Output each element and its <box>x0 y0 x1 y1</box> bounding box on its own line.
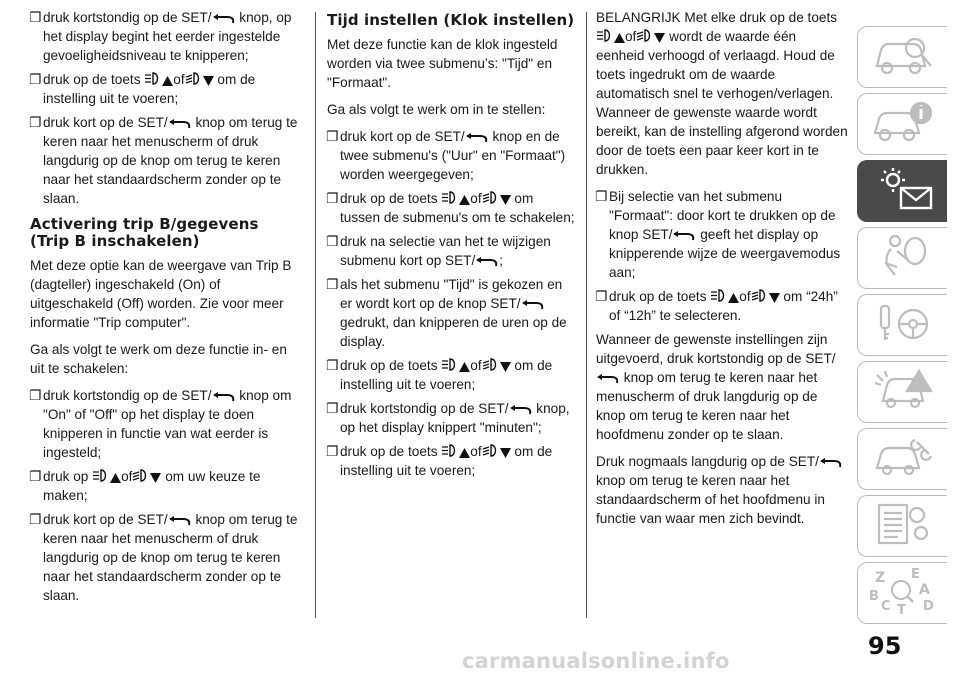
section-heading-trip-b: Activering trip B/gegevens (Trip B inschakelen) <box>30 215 259 250</box>
paragraph: Druk nogmaals langdurig op de SET/ knop om terug te keren naar het standaardscherm of het hoofdmenu in functie van waar men zich bevindt. <box>596 452 848 528</box>
light-up-icon <box>92 468 110 483</box>
up-triangle-icon <box>459 362 470 372</box>
light-down-icon <box>482 357 500 372</box>
down-triangle-icon <box>150 473 161 483</box>
up-triangle-icon <box>110 473 121 483</box>
paragraph: Met deze functie kan de klok ingesteld worden via twee submenu’s: "Tijd" en "Formaat". <box>327 37 558 90</box>
index-letter: Z <box>874 569 885 586</box>
light-up-icon <box>441 443 459 458</box>
set-reset-icon <box>475 257 499 267</box>
light-down-icon <box>636 28 654 43</box>
dashboard-light-message-icon <box>867 166 939 217</box>
list-item: ❐ druk op de toets of om tussen de submenu's om te schakelen; <box>326 191 575 225</box>
checkbox-bullet: ❐ <box>29 388 42 403</box>
list-item: ❐ druk op de toets of om “24h” of “12h” te selecteren. <box>595 289 838 323</box>
car-search-icon <box>871 32 935 83</box>
index-letter: C <box>880 598 891 614</box>
checkbox-bullet: ❐ <box>326 191 339 206</box>
down-triangle-icon <box>769 293 780 303</box>
checkbox-bullet: ❐ <box>29 512 42 527</box>
down-triangle-icon <box>500 362 511 372</box>
paragraph: Ga als volgt te werk om deze functie in- en uit te schakelen: <box>30 342 287 376</box>
light-down-icon <box>751 288 769 303</box>
list-item: ❐ druk na selectie van het te wijzigen submenu kort op SET/ ; <box>326 234 551 268</box>
set-reset-icon <box>672 231 696 241</box>
checkbox-bullet: ❐ <box>29 10 42 25</box>
list-item: ❐ druk op de toets of om de instelling uit te voeren; <box>326 444 553 478</box>
set-reset-icon <box>168 119 192 129</box>
paragraph: Wanneer de gewenste instellingen zijn uitgevoerd, druk kortstondig op de SET/ knop om terug te keren naar het menuscherm of druk langdurig op de knop om terug te keren naar het hoofdmenu zonder op te slaan. <box>596 332 836 442</box>
light-down-icon <box>185 71 203 86</box>
set-reset-icon <box>212 392 236 402</box>
paragraph: Ga als volgt te werk om in te stellen: <box>327 102 546 117</box>
list-item: ❐ druk kortstondig op de SET/ knop om "On" of "Off" op het display te doen knipperen in functie van wat eerder is ingesteld; <box>29 388 292 460</box>
airbag-passenger-icon <box>871 233 935 284</box>
checkbox-bullet: ❐ <box>326 358 339 373</box>
set-reset-icon <box>212 14 236 24</box>
alphabetical-index-icon <box>867 566 939 621</box>
up-triangle-icon <box>459 195 470 205</box>
list-item: ❐ druk kort op de SET/ knop om terug te keren naar het menuscherm of druk langdurig op de knop om terug te keren naar het standaardscherm zonder op te slaan. <box>29 115 298 206</box>
light-up-icon <box>144 71 162 86</box>
set-reset-icon <box>465 133 489 143</box>
light-up-icon <box>710 288 728 303</box>
list-item: ❐ Bij selectie van het submenu "Formaat": door kort te drukken op de knop SET/ geeft het display op knipperende wijze de weergavemodus aan; <box>595 189 841 280</box>
checkbox-bullet: ❐ <box>326 277 339 292</box>
column-2 <box>327 8 577 485</box>
paragraph: Met deze optie kan de weergave van Trip B (dagteller) ingeschakeld (On) of uitgeschakeld (Off) worden. Zie voor meer informatie "Trip computer". <box>30 258 292 330</box>
checkbox-bullet: ❐ <box>595 189 608 204</box>
checkbox-bullet: ❐ <box>29 469 42 484</box>
set-reset-icon <box>521 300 545 310</box>
down-triangle-icon <box>654 33 665 43</box>
tab-alphabetical-index[interactable] <box>857 562 947 624</box>
list-item: ❐ druk kortstondig op de SET/ knop, op het display begint het eerder ingestelde gevoeligheidsniveau te knipperen; <box>29 10 292 63</box>
tab-service[interactable] <box>857 428 947 490</box>
chapter-tabs <box>857 26 947 629</box>
list-item: ❐ druk op de toets of om de instelling uit te voeren; <box>29 72 256 106</box>
up-triangle-icon <box>162 76 173 86</box>
checkbox-bullet: ❐ <box>326 129 339 144</box>
watermark: carmanualsonline.info <box>462 649 730 673</box>
paragraph-important: BELANGRIJK Met elke druk op de toets of wordt de waarde één eenheid verhoogd of verlaagd. Houd de toets ingedrukt om de waarde automatisch snel te verhogen/verlagen. Wanneer de gewenste waarde wordt bereikt, kan de instelling afgerond worden door de toets een paar keer kort in te drukken. <box>596 10 848 177</box>
light-down-icon <box>482 190 500 205</box>
checkbox-bullet: ❐ <box>29 115 42 130</box>
set-reset-icon <box>509 405 533 415</box>
page-number: 95 <box>868 632 902 660</box>
light-up-icon <box>441 357 459 372</box>
checkbox-bullet: ❐ <box>29 72 42 87</box>
set-reset-icon <box>168 516 192 526</box>
column-3 <box>596 8 848 536</box>
index-letter: E <box>910 566 920 582</box>
list-item: ❐ druk kortstondig op de SET/ knop, op het display knippert "minuten"; <box>326 401 570 435</box>
car-service-wrench-icon <box>871 434 935 485</box>
key-steering-wheel-icon <box>871 300 935 351</box>
column-divider-2 <box>586 12 587 618</box>
list-item: ❐ druk kort op de SET/ knop en de twee submenu's ("Uur" en "Formaat") worden weergegeven; <box>326 129 566 182</box>
index-letter: B <box>868 588 879 604</box>
index-letter: A <box>918 581 930 598</box>
checkbox-bullet: ❐ <box>595 289 608 304</box>
tab-car-info[interactable] <box>857 93 947 155</box>
light-up-icon <box>441 190 459 205</box>
car-crash-warning-icon <box>871 367 935 418</box>
index-letter: T <box>896 602 906 616</box>
section-heading-clock: Tijd instellen (Klok instellen) <box>327 11 575 29</box>
list-item: ❐ als het submenu "Tijd" is gekozen en er wordt kort op de knop SET/ gedrukt, dan knipperen de uren op de display. <box>326 277 567 349</box>
column-divider-1 <box>315 12 316 618</box>
document-settings-icon <box>871 501 935 552</box>
checkbox-bullet: ❐ <box>326 444 339 459</box>
index-letter: D <box>922 598 934 614</box>
column-1 <box>30 8 302 610</box>
light-down-icon <box>482 443 500 458</box>
checkbox-bullet: ❐ <box>326 401 339 416</box>
down-triangle-icon <box>500 195 511 205</box>
tab-crash-warning[interactable] <box>857 361 947 423</box>
light-down-icon <box>132 468 150 483</box>
up-triangle-icon <box>459 448 470 458</box>
car-info-icon <box>871 99 935 150</box>
tab-airbag[interactable] <box>857 227 947 289</box>
set-reset-icon <box>596 374 620 384</box>
list-item: ❐ druk op of om uw keuze te maken; <box>29 469 261 503</box>
up-triangle-icon <box>614 33 625 43</box>
set-reset-icon <box>819 458 843 468</box>
light-up-icon <box>596 28 614 43</box>
tab-document-settings[interactable] <box>857 495 947 557</box>
list-item: ❐ druk kort op de SET/ knop om terug te keren naar het menuscherm of druk langdurig op de knop om terug te keren naar het standaardscherm zonder op te slaan. <box>29 512 298 603</box>
tab-key-steering[interactable] <box>857 294 947 356</box>
down-triangle-icon <box>203 76 214 86</box>
down-triangle-icon <box>500 448 511 458</box>
tab-dashboard-lights[interactable] <box>857 160 947 222</box>
tab-car-search[interactable] <box>857 26 947 88</box>
up-triangle-icon <box>728 293 739 303</box>
checkbox-bullet: ❐ <box>326 234 339 249</box>
list-item: ❐ druk op de toets of om de instelling uit te voeren; <box>326 358 553 392</box>
